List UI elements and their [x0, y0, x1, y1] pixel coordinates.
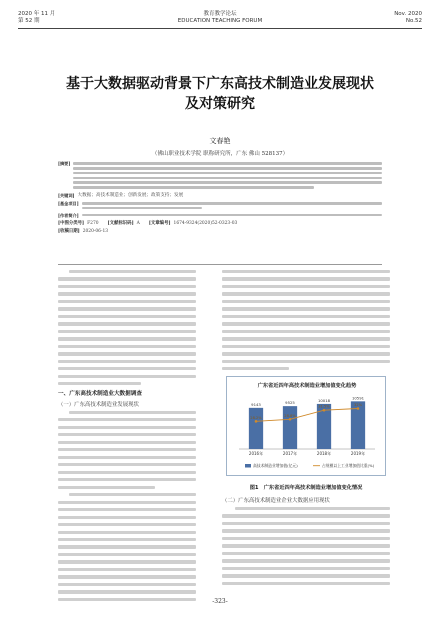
summary-label: [摘要]	[58, 161, 71, 166]
line-value-label-2: 28.8%	[284, 413, 296, 418]
bar-1	[249, 408, 263, 449]
line-point-2	[289, 418, 292, 421]
header-date-cn: 2020 年 11 月	[18, 11, 56, 17]
page-number: -323-	[212, 598, 228, 605]
journal-name-cn: 教育教学论坛	[203, 11, 237, 17]
summary-text	[73, 160, 382, 191]
line-value-label-1: 28.2%	[250, 415, 262, 420]
x-tick-label-2: 2017年	[282, 451, 298, 456]
bar-value-label-2: 9525	[285, 400, 295, 406]
figure-1-caption: 图1 广东省近四年高技术制造业增加值变化情况	[249, 485, 363, 491]
bar-value-label-1: 9143	[251, 401, 261, 407]
header-number-en: No.52	[405, 18, 422, 24]
header-issue-en	[394, 11, 422, 25]
section-2-subheading: （二）广东高技术制造业企业大数据应用现状	[222, 498, 330, 504]
author-name: 文春艳	[209, 137, 231, 145]
abstract-received	[58, 228, 382, 235]
bar-value-label-4: 10591	[351, 395, 365, 401]
body-right-column-lower	[222, 496, 390, 589]
keywords-text: 大数据；高技术制造业；创新发展；政策支持；发展	[77, 192, 184, 198]
doc-code-label: [文献标识码]	[107, 220, 134, 226]
bar-2	[283, 406, 297, 449]
abstract-author-info	[58, 212, 382, 219]
abstract-rule	[58, 264, 382, 265]
running-header	[18, 8, 422, 30]
abstract-codes	[58, 220, 382, 227]
line-value-label-4: 32%	[354, 403, 362, 407]
chart-svg	[227, 377, 387, 477]
paper-title-line-2: 及对策研究	[185, 96, 255, 112]
author-affiliation: （佛山职业技术学院 职称研究所，广东 佛山 528137）	[151, 151, 289, 157]
fund-text	[82, 200, 382, 212]
abstract-summary	[58, 160, 382, 191]
abstract-block	[58, 160, 382, 235]
x-tick-label-4: 2019年	[350, 451, 366, 456]
section-1-subheading: （一）广东高技术制造业发展现状	[58, 401, 139, 408]
section-1-heading: 一、广东高技术制造业大数据调查	[58, 390, 142, 397]
abstract-fund	[58, 200, 382, 212]
line-series	[256, 409, 358, 422]
body-right-column	[222, 270, 390, 370]
received-label: [收稿日期]	[58, 228, 80, 234]
header-date-en: Nov. 2020	[394, 11, 422, 17]
chart-title: 广东省近四年高技术制造业增加值变化趋势	[257, 383, 357, 389]
bar-value-label-3: 10018	[317, 397, 331, 403]
x-tick-label-3: 2018年	[316, 451, 332, 456]
article-number-label: [文章编号]	[148, 220, 171, 226]
doc-code-value: A	[136, 220, 140, 226]
line-point-1	[255, 420, 258, 423]
line-point-3	[323, 409, 326, 412]
author-info-label: [作者简介]	[58, 212, 79, 218]
keywords-label: [关键词]	[58, 192, 75, 198]
clc-label: [中图分类号]	[58, 220, 85, 226]
header-journal	[18, 11, 422, 25]
legend-label-bar: 高技术制造业增加值(亿元)	[253, 463, 298, 468]
figure-1-chart	[226, 376, 386, 476]
legend-label-line: 占规模以上工业增加值比重(%)	[322, 463, 375, 468]
article-number-value: 1674-9324(2020)52-0323-03	[173, 220, 238, 226]
clc-value: F270	[87, 220, 99, 226]
abstract-keywords	[58, 192, 382, 199]
legend-swatch-bar	[245, 464, 251, 468]
journal-name-en: EDUCATION TEACHING FORUM	[177, 18, 263, 24]
fund-label: [基金项目]	[58, 200, 79, 206]
header-number-cn: 第 52 期	[18, 18, 40, 24]
paper-title	[20, 74, 420, 114]
x-tick-label-1: 2016年	[248, 451, 264, 456]
paper-title-line-1: 基于大数据驱动背景下广东高技术制造业发展现状	[66, 76, 374, 92]
body-left-column	[58, 270, 196, 605]
author-info-text	[82, 212, 382, 219]
header-rule	[18, 28, 422, 29]
line-value-label-3: 31.5%	[318, 404, 330, 409]
received-value: 2020-06-13	[82, 228, 109, 234]
line-point-4	[357, 407, 360, 410]
